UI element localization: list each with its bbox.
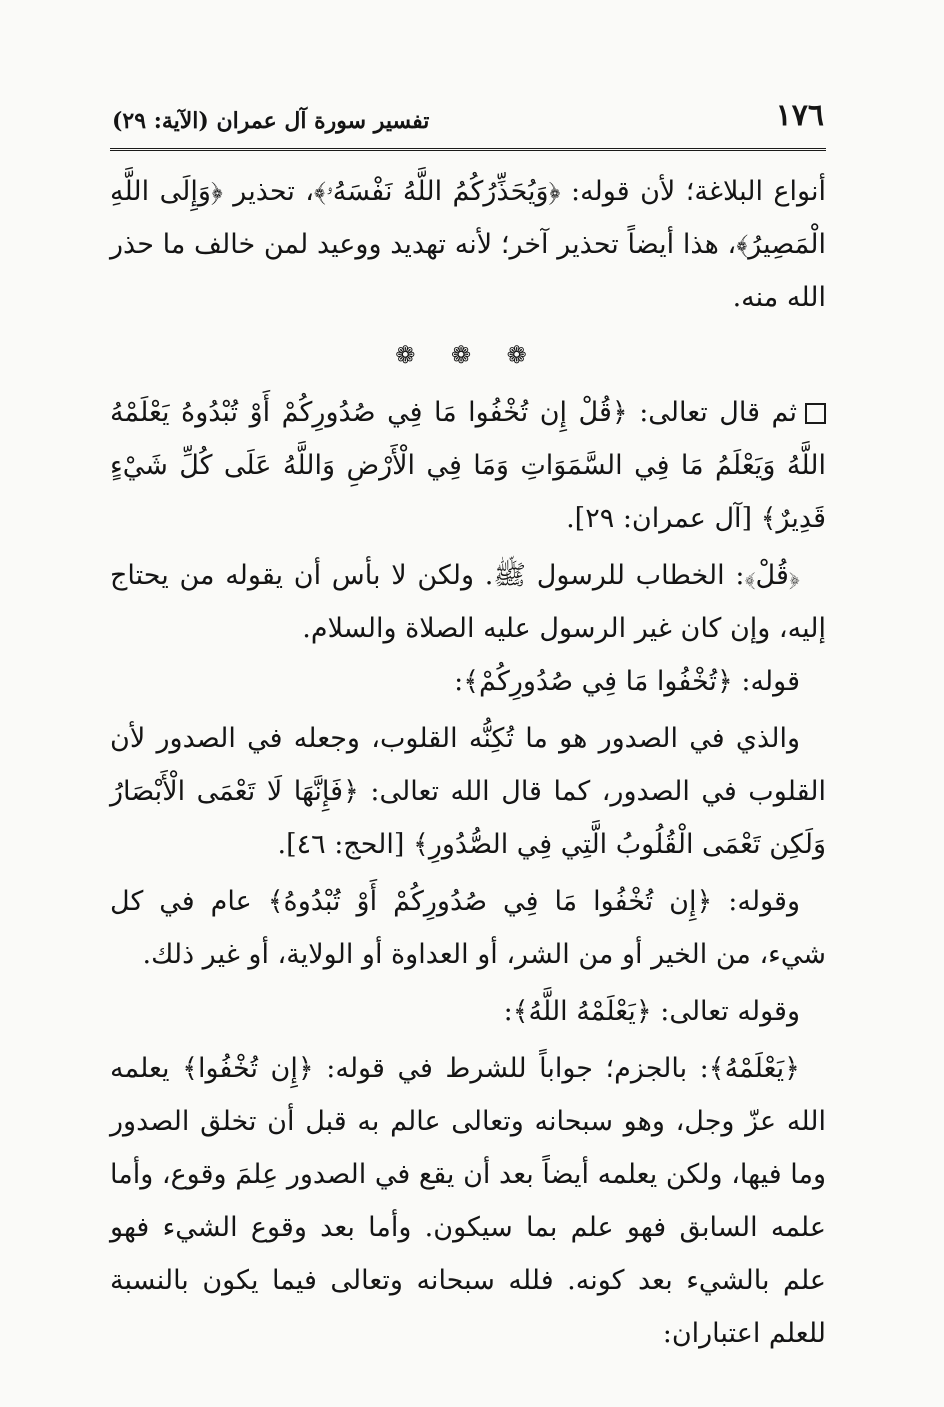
paragraph-5: والذي في الصدور هو ما تُكِنُّه القلوب، وجعله في الصدور لأن القلوب في الصدور، كما قال الله تعالى: ﴿فَإِنَّهَا لَا تَعْمَى الْأَبْصَارُ وَلَكِن تَعْمَى الْقُلُوبُ الَّتِي فِي الصُّدُورِ﴾ [الحج: ٤٦].	[110, 723, 826, 860]
paragraph-7: وقوله تعالى: ﴿يَعْلَمْهُ اللَّهُ﴾:	[503, 996, 800, 1027]
paragraph-3: ﴿قُلْ﴾: الخطاب للرسول ﷺ. ولكن لا بأس أن يقوله من يحتاج إليه، وإن كان غير الرسول عليه الصلاة والسلام.	[110, 560, 826, 644]
book-page	[110, 96, 826, 1360]
running-title: تفسير سورة آل عمران (الآية: ٢٩)	[112, 108, 430, 134]
paragraph-2-text: ثم قال تعالى: ﴿قُلْ إِن تُخْفُوا مَا فِي صُدُورِكُمْ أَوْ تُبْدُوهُ يَعْلَمْهُ اللَّهُ وَيَعْلَمُ مَا فِي السَّمَوَاتِ وَمَا فِي الْأَرْضِ وَاللَّهُ عَلَى كُلِّ شَيْءٍ قَدِيرٌ﴾ [آل عمران: ٢٩].	[110, 397, 826, 534]
section-marker-icon	[805, 403, 826, 424]
page-body	[110, 165, 826, 1360]
page-header	[110, 96, 826, 151]
paragraph-6: وقوله: ﴿إِن تُخْفُوا مَا فِي صُدُورِكُمْ أَوْ تُبْدُوهُ﴾ عام في كل شيء، من الخير أو من الشر، أو العداوة أو الولاية، أو غير ذلك.	[110, 886, 826, 970]
paragraph-2	[110, 386, 826, 545]
paragraph-8: ﴿يَعْلَمْهُ﴾: بالجزم؛ جواباً للشرط في قوله: ﴿إِن تُخْفُوا﴾ يعلمه الله عزّ وجل، وهو سبحانه وتعالى عالم به قبل أن تخلق الصدور وما فيها، ولكن يعلمه أيضاً بعد أن يقع في الصدور عِلمَ وقوع، وأما علمه السابق فهو علم بما سيكون. وأما بعد وقوع الشيء فهو علم بالشيء بعد كونه. فلله سبحانه وتعالى فيما يكون بالنسبة للعلم اعتباران:	[110, 1053, 826, 1349]
section-divider-stars: ❁ ❁ ❁	[395, 341, 541, 369]
paragraph-4: قوله: ﴿تُخْفُوا مَا فِي صُدُورِكُمْ﴾:	[454, 666, 800, 697]
paragraph-1: أنواع البلاغة؛ لأن قوله: ﴿وَيُحَذِّرُكُمُ اللَّهُ نَفْسَهُۥ﴾، تحذير ﴿وَإِلَى اللَّهِ الْمَصِيرُ﴾، هذا أيضاً تحذير آخر؛ لأنه تهديد ووعيد لمن خالف ما حذر الله منه.	[110, 176, 826, 313]
page-number: ١٧٦	[775, 98, 824, 133]
